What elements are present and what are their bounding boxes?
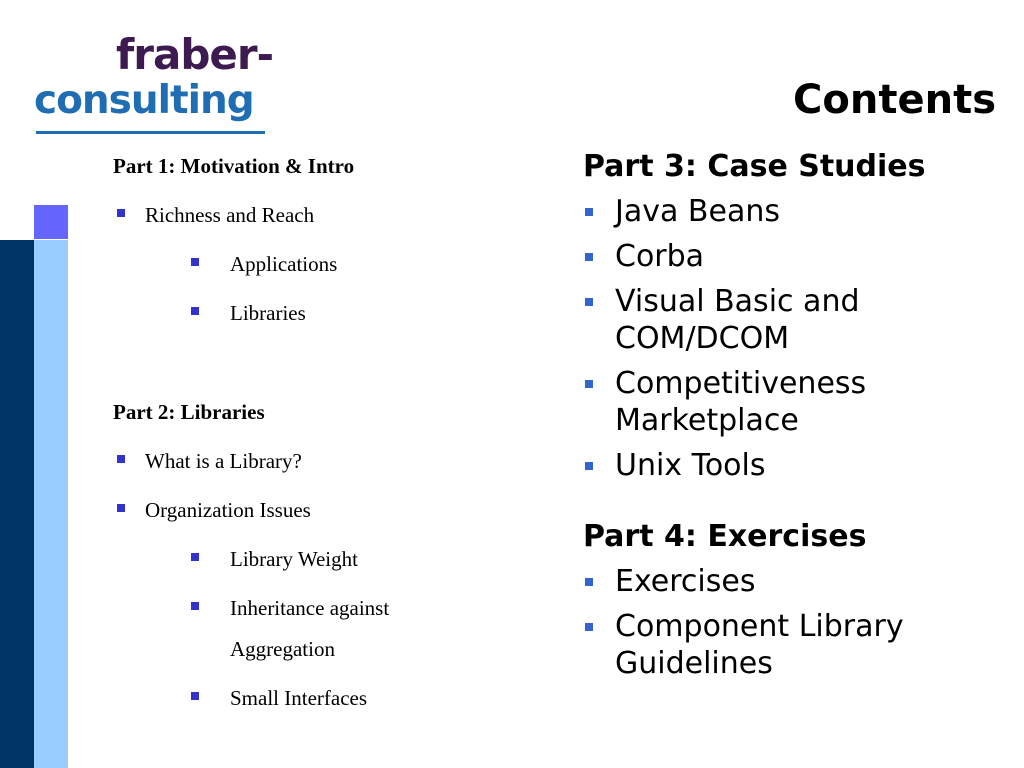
bullet-icon [191,692,199,700]
bullet-icon [585,623,593,631]
part3-heading: Part 3: Case Studies [583,149,926,184]
slide-title: Contents [793,77,996,123]
bullet-icon [191,307,199,315]
part2-sub-inheritance-line1: Inheritance against [230,596,390,620]
part2-sub-inheritance-line2: Aggregation [230,637,335,661]
logo-underline [36,131,265,134]
part3-item-unix-tools: Unix Tools [583,447,1003,484]
part2-item-what-is-library: What is a Library? [145,449,302,473]
part1-sub-libraries: Libraries [230,301,306,325]
bullet-icon [191,553,199,561]
part2-sub-library-weight: Library Weight [230,547,358,571]
part3-item-competitiveness: Competitiveness Marketplace [583,365,1003,439]
part4-heading: Part 4: Exercises [583,519,867,554]
part4-item-guidelines: Component Library Guidelines [583,608,1003,682]
part3-item-java-beans: Java Beans [583,193,1003,230]
bullet-icon [117,504,125,512]
part1-item-richness: Richness and Reach [145,203,315,227]
part4-item-exercises: Exercises [583,563,1003,600]
bullet-icon [585,253,593,261]
left-light-bar [34,240,68,768]
left-dark-bar [0,240,34,768]
part2-heading: Part 2: Libraries [113,400,265,424]
bullet-icon [585,380,593,388]
accent-square [34,205,68,239]
bullet-icon [117,455,125,463]
logo-line-2: consulting [34,78,254,123]
right-column [583,148,1003,682]
fraber-consulting-logo [34,30,274,136]
bullet-icon [585,298,593,306]
bullet-icon [191,602,199,610]
part1-heading: Part 1: Motivation & Intro [113,154,355,178]
bullet-icon [585,208,593,216]
part3-item-visual-basic: Visual Basic and COM/DCOM [583,283,1003,357]
bullet-icon [117,209,125,217]
part1-sub-applications: Applications [230,252,338,276]
bullet-icon [585,462,593,470]
bullet-icon [585,578,593,586]
logo-line-1: fraber- [116,30,274,79]
part3-item-corba: Corba [583,238,1003,275]
bullet-icon [191,258,199,266]
part2-item-organization: Organization Issues [145,498,311,522]
part2-sub-small-interfaces: Small Interfaces [230,686,368,710]
